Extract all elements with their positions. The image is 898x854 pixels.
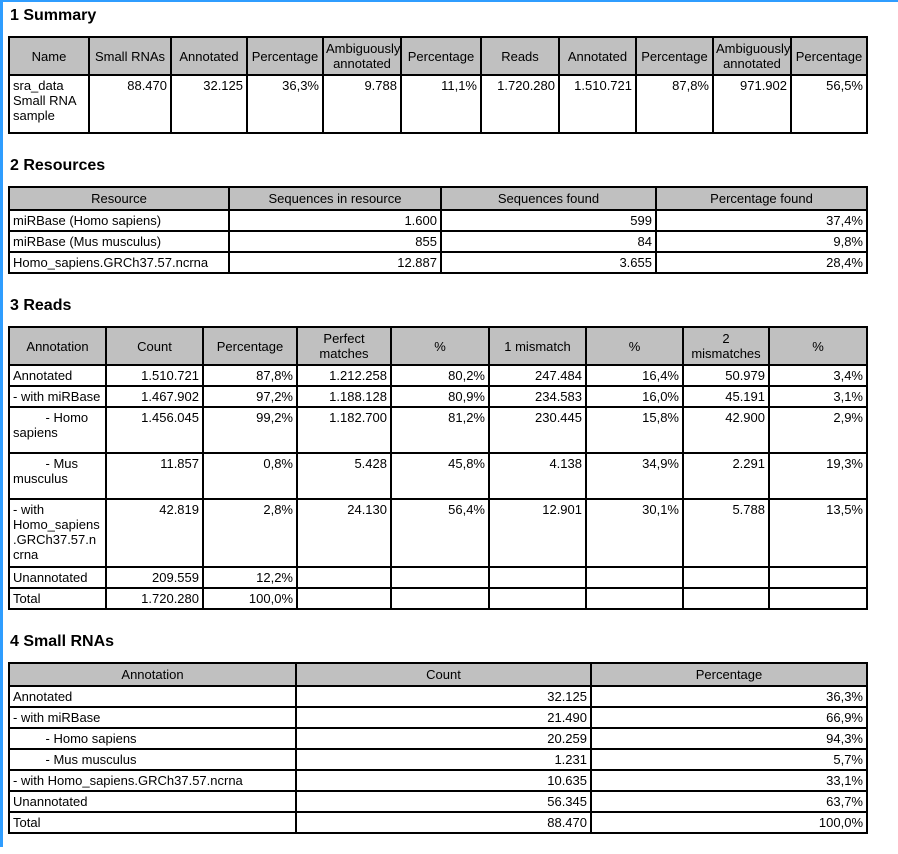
column-header: Percentage	[203, 327, 297, 365]
column-header: Percentage	[636, 37, 713, 75]
value-cell: 87,8%	[636, 75, 713, 133]
table-row	[9, 707, 867, 728]
value-cell: 36,3%	[247, 75, 323, 133]
value-cell	[391, 567, 489, 588]
row-label-cell: Homo_sapiens.GRCh37.57.ncrna	[9, 252, 229, 273]
row-label-cell: Total	[9, 812, 296, 833]
table-row	[9, 365, 867, 386]
column-header: Sequences found	[441, 187, 656, 210]
value-cell: 1.231	[296, 749, 591, 770]
value-cell: 42.819	[106, 499, 203, 567]
value-cell	[586, 567, 683, 588]
row-label-cell: Annotated	[9, 686, 296, 707]
value-cell: 209.559	[106, 567, 203, 588]
value-cell: 1.467.902	[106, 386, 203, 407]
value-cell: 88.470	[89, 75, 171, 133]
column-header: Small RNAs	[89, 37, 171, 75]
table-row	[9, 770, 867, 791]
value-cell: 16,4%	[586, 365, 683, 386]
value-cell: 2.291	[683, 453, 769, 499]
value-cell: 20.259	[296, 728, 591, 749]
value-cell: 2,9%	[769, 407, 867, 453]
value-cell: 88.470	[296, 812, 591, 833]
row-label-cell: sra_data Small RNA sample	[9, 75, 89, 133]
value-cell: 247.484	[489, 365, 586, 386]
value-cell	[297, 567, 391, 588]
header-row	[9, 663, 867, 686]
value-cell: 24.130	[297, 499, 391, 567]
value-cell: 1.456.045	[106, 407, 203, 453]
section-heading-summary: 1 Summary	[10, 7, 97, 24]
value-cell: 32.125	[296, 686, 591, 707]
value-cell: 5.788	[683, 499, 769, 567]
column-header: Percentage	[247, 37, 323, 75]
column-header: Count	[296, 663, 591, 686]
table-row	[9, 749, 867, 770]
table-row	[9, 252, 867, 273]
section-heading-small-rnas: 4 Small RNAs	[10, 633, 115, 650]
value-cell: 32.125	[171, 75, 247, 133]
value-cell: 230.445	[489, 407, 586, 453]
summary-table	[8, 36, 868, 134]
column-header: Percentage	[791, 37, 867, 75]
column-header: Reads	[481, 37, 559, 75]
section-heading-resources: 2 Resources	[10, 157, 106, 174]
value-cell	[489, 567, 586, 588]
column-header: Perfect matches	[297, 327, 391, 365]
report-content	[3, 2, 898, 854]
value-cell: 5.428	[297, 453, 391, 499]
row-label-cell: Annotated	[9, 365, 106, 386]
value-cell: 80,9%	[391, 386, 489, 407]
column-header: Annotated	[171, 37, 247, 75]
column-header: Sequences in resource	[229, 187, 441, 210]
value-cell: 9,8%	[656, 231, 867, 252]
value-cell: 34,9%	[586, 453, 683, 499]
row-label-cell: - Homo sapiens	[9, 728, 296, 749]
row-label-cell: miRBase (Homo sapiens)	[9, 210, 229, 231]
value-cell: 63,7%	[591, 791, 867, 812]
section-small-rnas	[8, 633, 868, 834]
value-cell: 80,2%	[391, 365, 489, 386]
value-cell: 4.138	[489, 453, 586, 499]
row-label-cell: - Homo sapiens	[9, 407, 106, 453]
value-cell	[391, 588, 489, 609]
row-label-cell: - with Homo_sapiens.GRCh37.57.ncrna	[9, 770, 296, 791]
value-cell: 1.510.721	[559, 75, 636, 133]
column-header: Annotated	[559, 37, 636, 75]
column-header: Percentage found	[656, 187, 867, 210]
value-cell: 5,7%	[591, 749, 867, 770]
value-cell: 1.188.128	[297, 386, 391, 407]
value-cell: 99,2%	[203, 407, 297, 453]
value-cell: 1.720.280	[106, 588, 203, 609]
column-header: Ambiguously annotated	[323, 37, 401, 75]
section-resources	[8, 157, 868, 274]
value-cell: 234.583	[489, 386, 586, 407]
small-rnas-table	[8, 662, 868, 834]
value-cell: 11.857	[106, 453, 203, 499]
value-cell: 36,3%	[591, 686, 867, 707]
value-cell: 33,1%	[591, 770, 867, 791]
column-header: Resource	[9, 187, 229, 210]
row-label-cell: Unannotated	[9, 567, 106, 588]
value-cell: 21.490	[296, 707, 591, 728]
value-cell: 1.600	[229, 210, 441, 231]
value-cell: 11,1%	[401, 75, 481, 133]
value-cell: 2,8%	[203, 499, 297, 567]
value-cell: 81,2%	[391, 407, 489, 453]
value-cell: 84	[441, 231, 656, 252]
value-cell: 56.345	[296, 791, 591, 812]
value-cell: 56,4%	[391, 499, 489, 567]
value-cell	[769, 588, 867, 609]
value-cell: 16,0%	[586, 386, 683, 407]
value-cell	[489, 588, 586, 609]
column-header: Count	[106, 327, 203, 365]
value-cell	[586, 588, 683, 609]
column-header: Percentage	[401, 37, 481, 75]
value-cell: 56,5%	[791, 75, 867, 133]
header-row	[9, 327, 867, 365]
value-cell: 13,5%	[769, 499, 867, 567]
value-cell	[769, 567, 867, 588]
value-cell: 42.900	[683, 407, 769, 453]
column-header: %	[769, 327, 867, 365]
value-cell: 599	[441, 210, 656, 231]
table-row	[9, 231, 867, 252]
value-cell: 1.510.721	[106, 365, 203, 386]
value-cell: 50.979	[683, 365, 769, 386]
value-cell: 15,8%	[586, 407, 683, 453]
table-row	[9, 588, 867, 609]
column-header: Ambiguously annotated	[713, 37, 791, 75]
value-cell: 100,0%	[203, 588, 297, 609]
table-row	[9, 407, 867, 453]
table-row	[9, 812, 867, 833]
section-summary	[8, 7, 868, 134]
column-header: Percentage	[591, 663, 867, 686]
column-header: Name	[9, 37, 89, 75]
row-label-cell: Unannotated	[9, 791, 296, 812]
value-cell: 100,0%	[591, 812, 867, 833]
table-row	[9, 567, 867, 588]
row-label-cell: - with miRBase	[9, 707, 296, 728]
value-cell: 97,2%	[203, 386, 297, 407]
row-label-cell: - with miRBase	[9, 386, 106, 407]
value-cell: 94,3%	[591, 728, 867, 749]
header-row	[9, 37, 867, 75]
row-label-cell: Total	[9, 588, 106, 609]
column-header: 2 mismatches	[683, 327, 769, 365]
value-cell: 30,1%	[586, 499, 683, 567]
column-header: Annotation	[9, 327, 106, 365]
table-row	[9, 75, 867, 133]
column-header: %	[391, 327, 489, 365]
value-cell: 0,8%	[203, 453, 297, 499]
value-cell: 45.191	[683, 386, 769, 407]
value-cell: 87,8%	[203, 365, 297, 386]
value-cell: 3,4%	[769, 365, 867, 386]
column-header: %	[586, 327, 683, 365]
resources-table	[8, 186, 868, 274]
section-heading-reads: 3 Reads	[10, 297, 72, 314]
row-label-cell: - with Homo_sapiens.GRCh37.57.ncrna	[9, 499, 106, 567]
row-label-cell: - Mus musculus	[9, 749, 296, 770]
value-cell	[683, 567, 769, 588]
column-header: Annotation	[9, 663, 296, 686]
value-cell: 12,2%	[203, 567, 297, 588]
value-cell: 45,8%	[391, 453, 489, 499]
value-cell: 28,4%	[656, 252, 867, 273]
table-row	[9, 791, 867, 812]
value-cell: 1.720.280	[481, 75, 559, 133]
value-cell	[683, 588, 769, 609]
value-cell: 971.902	[713, 75, 791, 133]
value-cell: 3,1%	[769, 386, 867, 407]
table-row	[9, 686, 867, 707]
reads-table	[8, 326, 868, 610]
row-label-cell: - Mus musculus	[9, 453, 106, 499]
value-cell: 19,3%	[769, 453, 867, 499]
value-cell: 1.182.700	[297, 407, 391, 453]
table-row	[9, 210, 867, 231]
section-reads	[8, 297, 868, 610]
value-cell: 9.788	[323, 75, 401, 133]
table-row	[9, 453, 867, 499]
value-cell: 3.655	[441, 252, 656, 273]
value-cell: 10.635	[296, 770, 591, 791]
table-row	[9, 386, 867, 407]
value-cell: 12.887	[229, 252, 441, 273]
value-cell	[297, 588, 391, 609]
value-cell: 66,9%	[591, 707, 867, 728]
table-row	[9, 499, 867, 567]
header-row	[9, 187, 867, 210]
value-cell: 855	[229, 231, 441, 252]
column-header: 1 mismatch	[489, 327, 586, 365]
value-cell: 37,4%	[656, 210, 867, 231]
value-cell: 12.901	[489, 499, 586, 567]
value-cell: 1.212.258	[297, 365, 391, 386]
row-label-cell: miRBase (Mus musculus)	[9, 231, 229, 252]
table-row	[9, 728, 867, 749]
